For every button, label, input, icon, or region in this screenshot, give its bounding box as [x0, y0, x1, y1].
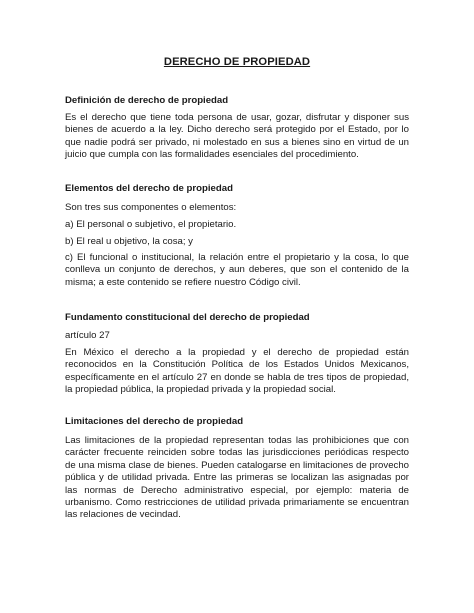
paragraph-definicion: Es el derecho que tiene toda persona de usar, gozar, disfrutar y disponer sus bienes de acuerdo a la ley. Dicho derecho será protegido por el Estado, por lo que nadie podrá ser privado, ni molestado en sus a bienes sino en virtud de un juicio que cumpla con las formalidades esenciales del procedimiento.	[65, 112, 409, 161]
section-heading-limitaciones: Limitaciones del derecho de propiedad	[65, 416, 244, 427]
list-item-c: c) El funcional o institucional, la relación entre el propietario y la cosa, lo que conlleva un conjunto de derechos, y aun deberes, que son el contenido de la misma; a este contenido se refiere nuestro Código civil.	[65, 252, 409, 288]
paragraph-limitaciones: Las limitaciones de la propiedad representan todas las prohibiciones que con carácter frecuente reinciden sobre todas las jurisdicciones periódicas respecto de una misma clase de bienes. Pueden catalogarse en limitaciones de provecho pública y de utilidad privada. Entre las primeras se localizan las asignadas por las normas de Derecho administrativo especial, por ejemplo: materia de urbanismo. Como restricciones de utilidad privada primariamente se encuentran las relaciones de vecindad.	[65, 435, 409, 521]
section-heading-definicion: Definición de derecho de propiedad	[65, 95, 229, 106]
list-item-b: b) El real u objetivo, la cosa; y	[65, 236, 193, 247]
section-heading-elementos: Elementos del derecho de propiedad	[65, 183, 233, 194]
list-item-a: a) El personal o subjetivo, el propietario.	[65, 219, 237, 230]
paragraph-fundamento: En México el derecho a la propiedad y el derecho de propiedad están reconocidos en la Constitución Política de los Estados Unidos Mexicanos, específicamente en el artículo 27 en donde se habla de tres tipos de propiedad, la propiedad pública, la propiedad privada y la propiedad social.	[65, 347, 409, 396]
paragraph-componentes: Son tres sus componentes o elementos:	[65, 202, 237, 213]
document-title: DERECHO DE PROPIEDAD	[163, 56, 311, 68]
paragraph-articulo: artículo 27	[65, 330, 110, 341]
section-heading-fundamento: Fundamento constitucional del derecho de propiedad	[65, 312, 310, 323]
